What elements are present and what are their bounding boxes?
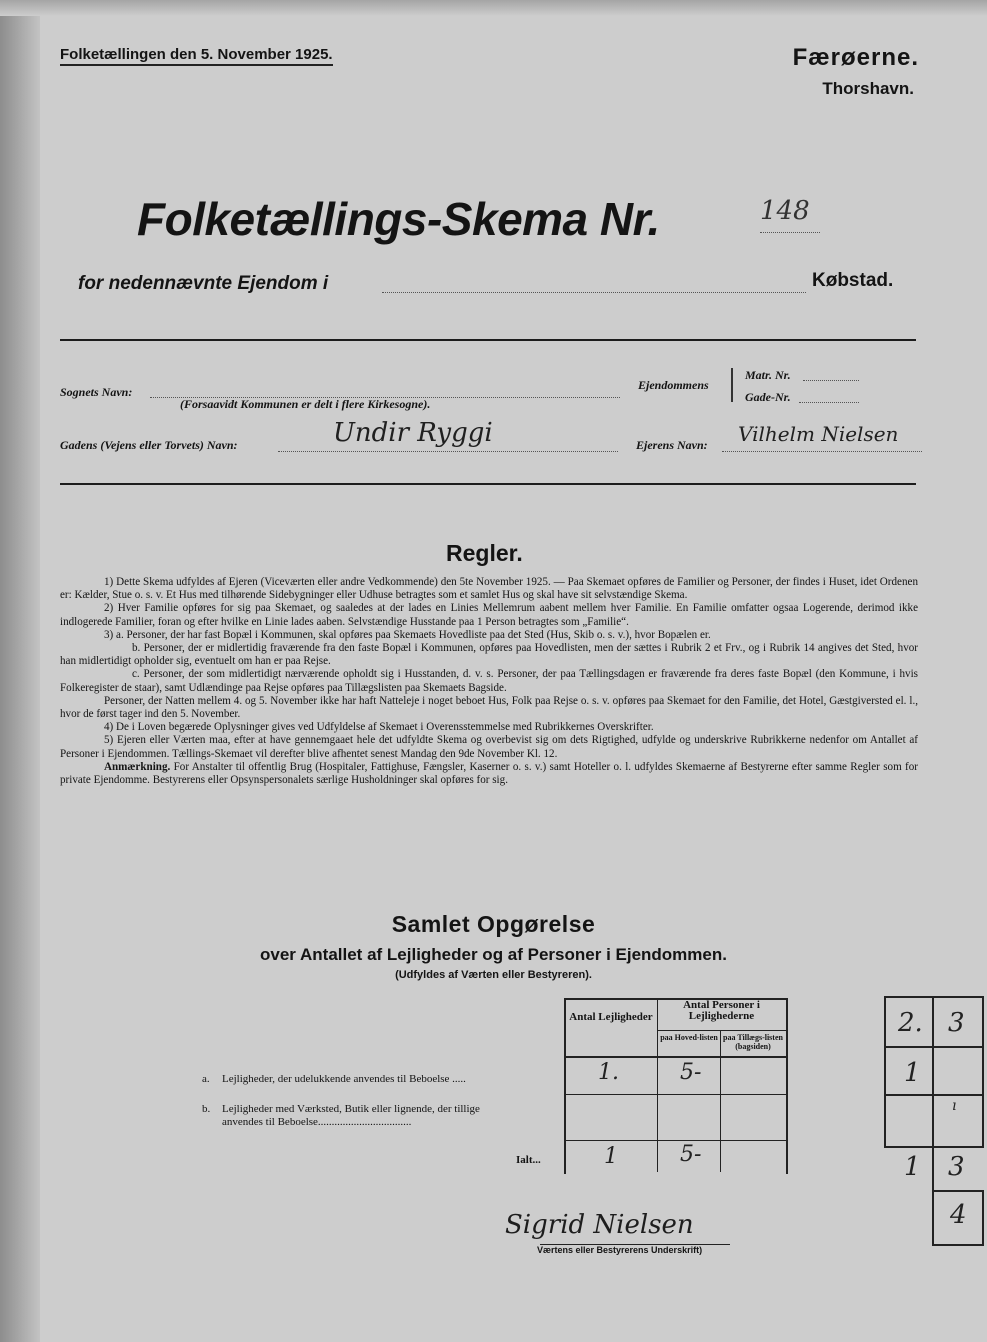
table-row-a-line: [564, 1094, 786, 1095]
summary-note: (Udfyldes af Værten eller Bestyreren).: [395, 969, 592, 981]
form-number-handwritten: 148: [760, 196, 810, 226]
side-tally-r1c1: 2.: [898, 1008, 923, 1038]
rule-3d: Personer, der Natten mellem 4. og 5. November ikke har haft Natteleje i noget beboet Hus, Folk paa Rejse o. s. v. opføres paa Skemaet for den Familie, det Hotel, Gæstgiversted el. l., hvor de først tager ind den 5. November.: [60, 694, 918, 721]
summary-table: [564, 998, 788, 1174]
street-label: Gadens (Vejens eller Torvets) Navn:: [60, 438, 238, 452]
remark-label: Anmærkning.: [104, 760, 171, 773]
rule-5: 5) Ejeren eller Værten maa, efter at have gennemgaaet hele det udfyldte Skema og overbevist sig om dets Rigtighed, udfylde og underskrive Rubrikkerne nedenfor om Antallet af Personer i Ejendommen. Tællings-Skemaet vil derefter blive afhentet senest Mandag den 9de November Kl. 12.: [60, 734, 918, 760]
signature-caption: Værtens eller Bestyrerens Underskrift): [537, 1245, 703, 1255]
rule-top: [60, 339, 916, 341]
side-tally-r2c1: 1: [904, 1058, 921, 1088]
property-brace: [731, 368, 737, 402]
row-b-label-1: Lejligheder med Værksted, Butik eller lignende, der tillige: [222, 1103, 480, 1115]
scan-edge-top: [0, 0, 987, 16]
row-b-letter: b.: [202, 1103, 211, 1115]
col-tillaegslisten: paa Tillægs-listen (bagsiden): [723, 1033, 783, 1051]
kobstad-label: Købstad.: [812, 270, 894, 291]
owner-line: [722, 451, 922, 452]
form-number-line: [760, 232, 820, 233]
row-b-label-2: anvendes til Beboelse..................................: [222, 1116, 412, 1128]
owner-value-handwritten: Vilhelm Nielsen: [738, 422, 899, 446]
property-place-line: [382, 292, 806, 293]
rules-body: [60, 576, 918, 787]
census-date: Folketællingen den 5. November 1925.: [60, 46, 333, 66]
side-tally-extra-value: 4: [950, 1200, 967, 1230]
row-a-label: Lejligheder, der udelukkende anvendes til Beboelse .....: [222, 1073, 466, 1085]
form-title: Folketællings-Skema Nr.: [137, 193, 660, 245]
side-tally-r4c2: 3: [948, 1152, 965, 1182]
parish-label: Sognets Navn:: [60, 385, 133, 399]
row-a-antal-value: 1.: [598, 1060, 619, 1085]
rule-3b: b. Personer, der er midlertidig fraværende fra den faste Bopæl i Kommunen, opføres paa Hovedlisten, men der sættes i Rubrik 2 et Frv., og i Rubrik 14 angives det Sted, hvor han midlertidigt opholder sig, eventuelt om han er paa Rejse.: [60, 642, 918, 668]
col-antal-personer: Antal Personer i Lejlighederne: [683, 999, 760, 1022]
side-tally-r4c1: 1: [904, 1152, 921, 1182]
side-tally-row-1: [884, 1046, 982, 1048]
matr-line: [803, 380, 859, 381]
table-row-b-line: [564, 1140, 786, 1141]
parish-note: (Forsaavidt Kommunen er delt i flere Kirkesogne).: [180, 397, 431, 411]
gade-label: Gade-Nr.: [745, 390, 791, 404]
summary-subtitle: over Antallet af Lejligheder og af Personer i Ejendommen.: [260, 945, 727, 964]
region-name: Færøerne.: [792, 44, 919, 71]
table-header-line: [564, 1056, 786, 1058]
ialt-hoved-value: 5-: [680, 1142, 702, 1167]
table-col-divider-1: [657, 998, 658, 1172]
matr-label: Matr. Nr.: [745, 368, 791, 382]
row-a-letter: a.: [202, 1073, 210, 1085]
table-header-sub-line: [657, 1030, 786, 1031]
side-tally-r3c2: ı: [952, 1098, 957, 1114]
col-hovedlisten: paa Hoved-listen: [660, 1033, 718, 1042]
rule-remark: [60, 761, 918, 787]
rule-1: 1) Dette Skema udfyldes af Ejeren (Viceværten eller andre Vedkommende) den 5te November 1925. — Paa Skemaet opføres de Familier og Personer, der findes i Huset, idet Ordenen er: Kælder, Stue o. s. v. Et Hus med tilhørende Sidebygninger eller Udhuse betragtes som et samlet Hus og skal have sit selvstændige Skema.: [60, 576, 918, 602]
side-tally-r1c2: 3: [948, 1008, 965, 1038]
gade-line: [799, 402, 859, 403]
host-signature: Sigrid Nielsen: [505, 1210, 694, 1240]
scan-edge-left: [0, 0, 40, 1342]
rule-3a: 3) a. Personer, der har fast Bopæl i Kommunen, skal opføres paa Skemaets Hovedliste paa det Sted (Hus, Skib o. s. v.), hvor Bopælen er.: [104, 628, 711, 641]
col-antal-lejligheder: Antal Lejligheder: [569, 1011, 653, 1023]
table-col-divider-2: [720, 1030, 721, 1172]
rule-2: 2) Hver Familie opføres for sig paa Skemaet, og saaledes at der lades en Linies Mellemrum aabent mellem hver Familie. En Familie omfatter ogsaa Logerende, derimod ikke indlogerede Familier, foran og efter hvilke en Linie lades aaben. Selvstændige Husstande paa 1 Person betragtes som „Familie“.: [60, 602, 918, 628]
street-line: [278, 451, 618, 452]
row-a-hoved-value: 5-: [680, 1060, 702, 1085]
street-value-handwritten: Undir Ryggi: [333, 418, 493, 448]
summary-title: Samlet Opgørelse: [391, 911, 596, 937]
for-property-label: for nedennævnte Ejendom i: [78, 273, 329, 294]
remark-text: For Anstalter til offentlig Brug (Hospitaler, Fattighuse, Fængsler, Kaserner o. s. v.) samt Hoteller o. l. udfyldes Skemaerne af Bestyrerne efter samme Regler som for private Ejendomme. Bestyrerens eller Opsynspersonalets særlige Husholdninger skal opføres for sig.: [60, 760, 918, 787]
side-tally-row-2: [884, 1094, 982, 1096]
town-name: Thorshavn.: [822, 79, 914, 98]
rules-heading: Regler.: [446, 540, 523, 566]
rule-3c: c. Personer, der som midlertidigt nærværende opholdt sig i Husstanden, d. v. s. Personer, der paa Tællingsdagen er fraværende fra deres faste Bopæl (den Kommune, i hvis Folkeregister de staar), samt Udlændinge paa Rejse opføres paa Tillægslisten paa Skemaets Bagside.: [60, 668, 918, 694]
owner-label: Ejerens Navn:: [636, 438, 708, 452]
rule-4: 4) De i Loven begærede Oplysninger gives ved Udfyldelse af Skemaet i Overensstemmelse med Rubrikkernes Overskrifter.: [104, 721, 654, 734]
ialt-antal-value: 1: [604, 1144, 618, 1169]
property-label: Ejendommens: [638, 378, 709, 392]
rule-bottom: [60, 483, 916, 485]
ialt-label: Ialt...: [516, 1154, 541, 1166]
